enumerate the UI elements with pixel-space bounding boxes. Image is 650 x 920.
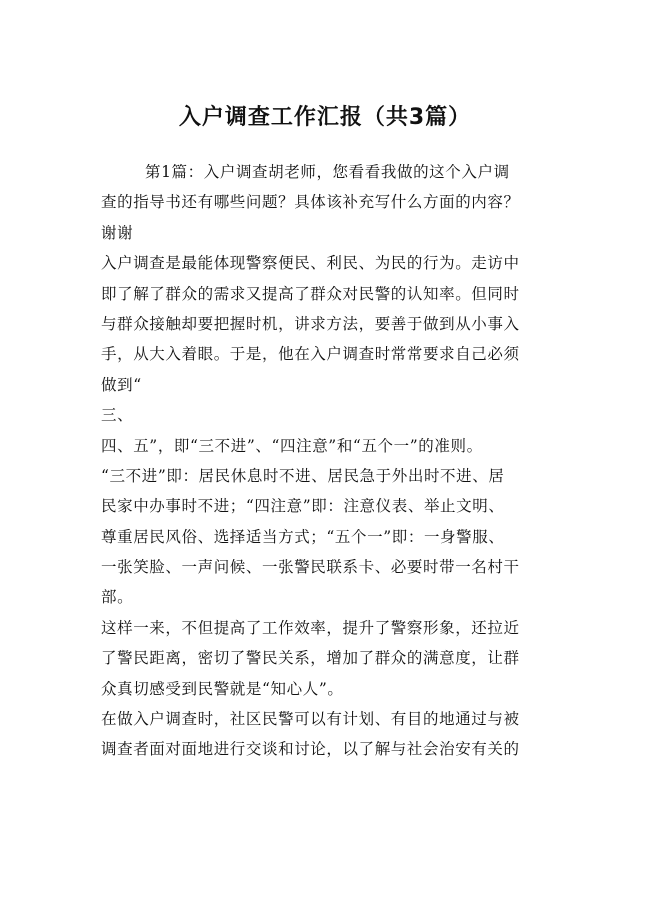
paragraph-line: 在做入户调查时，社区民警可以有计划、有目的地通过与被 [101,710,520,729]
document-title: 入户调查工作汇报（共3篇） [178,105,472,130]
paragraph-line: 一张笑脸、一声问候、一张警民联系卡、必要时带一名村干 [101,558,520,577]
paragraph-line: 了警民距离，密切了警民关系，增加了群众的满意度，让群 [101,649,520,668]
paragraph-line: 做到“ [101,375,142,394]
paragraph-line: 民家中办事时不进；“四注意”即：注意仪表、举止文明、 [101,497,505,516]
paragraph-line: 三、 [101,406,134,425]
paragraph-line: 众真切感受到民警就是“知心人”。 [101,679,344,698]
paragraph-line: 尊重居民风俗、选择适当方式；“五个一”即：一身警服、 [101,527,505,546]
paragraph-line: 手，从大入着眼。于是，他在入户调查时常常要求自己必须 [101,345,520,364]
paragraph-line: 部。 [101,588,134,607]
paragraph-line: 谢谢 [101,223,134,242]
paragraph-line: 查的指导书还有哪些问题？具体该补充写什么方面的内容？ [101,193,520,212]
paragraph-line: “三不进”即：居民休息时不进、居民急于外出时不进、居 [101,466,505,485]
paragraph-line: 与群众接触却要把握时机，讲求方法，要善于做到从小事入 [101,314,520,333]
document-body [101,157,556,765]
paragraph-line: 四、五”，即“三不进”、“四注意”和“五个一”的准则。 [101,436,483,455]
paragraph-line: 调查者面对面地进行交谈和讨论，以了解与社会治安有关的 [101,740,520,759]
paragraph-line: 这样一来，不但提高了工作效率，提升了警察形象，还拉近 [101,618,520,637]
paragraph-line: 入户调查是最能体现警察便民、利民、为民的行为。走访中 [101,254,520,273]
paragraph-line: 第1篇：入户调查胡老师，您看看我做的这个入户调 [145,163,510,181]
paragraph-line: 即了解了群众的需求又提高了群众对民警的认知率。但同时 [101,284,520,303]
